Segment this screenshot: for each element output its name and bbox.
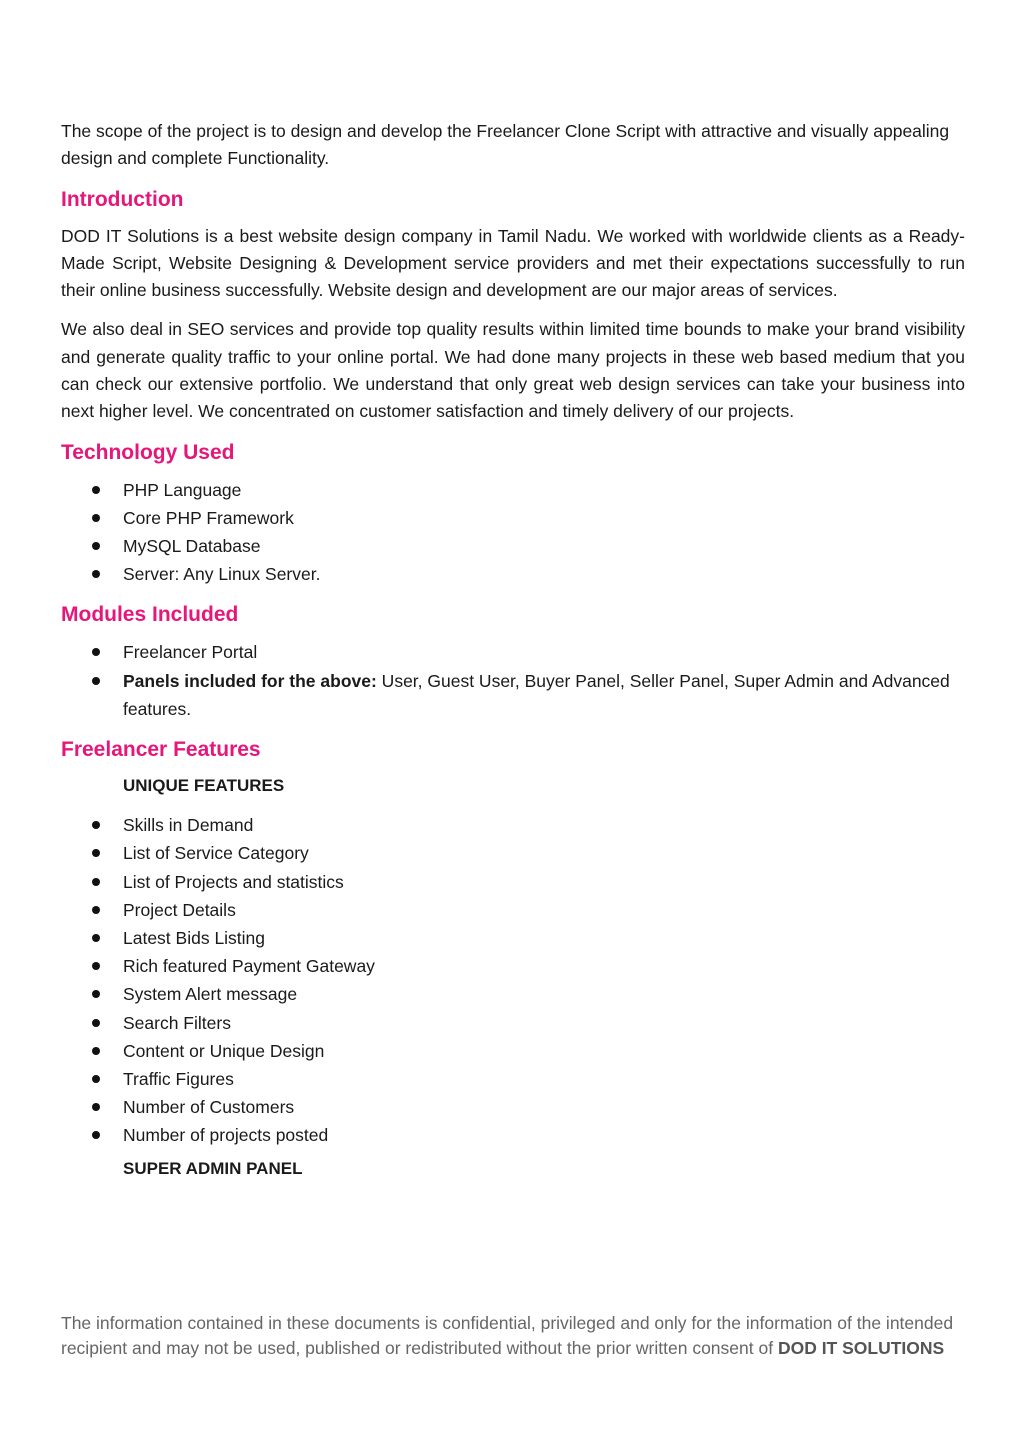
features-list: [61, 811, 965, 1149]
list-item: [61, 638, 965, 666]
bullet-icon: [92, 486, 100, 494]
modules-heading: Modules Included: [61, 603, 239, 627]
list-item-label: Content or Unique Design: [123, 1040, 325, 1061]
bullet-icon: [92, 1019, 100, 1027]
footer-text: The information contained in these documents is confidential, privileged and only for the information of the intended recipient and may not be used, published or redistributed without the prior written consent of: [61, 1313, 954, 1358]
list-item: [61, 980, 965, 1008]
list-item: [61, 896, 965, 924]
list-item-label: List of Projects and statistics: [123, 871, 344, 892]
introduction-heading: Introduction: [61, 187, 184, 211]
list-item-label: MySQL Database: [123, 536, 261, 557]
list-item: [61, 868, 965, 896]
list-item: [61, 667, 965, 723]
footer-company: DOD IT SOLUTIONS: [777, 1337, 945, 1358]
bullet-icon: [92, 1047, 100, 1055]
list-item-label: Freelancer Portal: [123, 642, 258, 663]
panels-text: User, Guest User, Buyer Panel, Seller Panel, Super Admin and Advanced features.: [123, 670, 950, 719]
introduction-paragraph-1: DOD IT Solutions is a best website design company in Tamil Nadu. We worked with worldwide clients as a Ready-Made Script, Website Designing & Development service providers and met their expectations successfully to run their online business successfully. Website design and development are our major areas of services.: [61, 225, 965, 301]
bullet-icon: [92, 648, 100, 656]
bullet-icon: [92, 962, 100, 970]
list-item: [61, 839, 965, 867]
list-item-label: Traffic Figures: [123, 1068, 234, 1089]
document-page: [61, 118, 965, 1194]
list-item-label: Skills in Demand: [123, 815, 254, 836]
list-item-label: Number of projects posted: [123, 1125, 329, 1146]
confidentiality-footer: [61, 1311, 965, 1360]
bullet-icon: [92, 1075, 100, 1083]
list-item: [61, 532, 965, 560]
list-item-label: Search Filters: [123, 1012, 231, 1033]
list-item: [61, 1093, 965, 1121]
features-heading: Freelancer Features: [61, 738, 261, 762]
bullet-icon: [92, 570, 100, 578]
list-item: [61, 952, 965, 980]
list-item-label: Latest Bids Listing: [123, 927, 266, 948]
list-item: [61, 1009, 965, 1037]
super-admin-heading: SUPER ADMIN PANEL: [123, 1158, 303, 1178]
list-item-label: System Alert message: [123, 984, 298, 1005]
list-item: [61, 1037, 965, 1065]
bullet-icon: [92, 934, 100, 942]
list-item: [61, 1121, 965, 1149]
bullet-icon: [92, 990, 100, 998]
list-item: [61, 1065, 965, 1093]
list-item: [61, 811, 965, 839]
introduction-paragraph-2: We also deal in SEO services and provide top quality results within limited time bounds to make your brand visibility and generate quality traffic to your online portal. We had done many projects in these web based medium that you can check our extensive portfolio. We understand that only great web design services can take your business into next higher level. We concentrated on customer satisfaction and timely delivery of our projects.: [61, 319, 965, 422]
list-item-label: Server: Any Linux Server.: [123, 564, 321, 585]
bullet-icon: [92, 1131, 100, 1139]
bullet-icon: [92, 514, 100, 522]
scope-paragraph: The scope of the project is to design and develop the Freelancer Clone Script with attractive and visually appealing design and complete Functionality.: [61, 121, 950, 169]
list-item-label: Project Details: [123, 899, 236, 920]
list-item-label: Rich featured Payment Gateway: [123, 956, 375, 977]
list-item: [61, 924, 965, 952]
list-item: [61, 476, 965, 504]
technology-list: [61, 476, 965, 589]
bullet-icon: [92, 1103, 100, 1111]
list-item-label: List of Service Category: [123, 843, 309, 864]
modules-list: [61, 638, 965, 723]
list-item: [61, 504, 965, 532]
bullet-icon: [92, 677, 100, 685]
list-item-label: PHP Language: [123, 479, 242, 500]
list-item-label: Number of Customers: [123, 1097, 295, 1118]
bullet-icon: [92, 878, 100, 886]
unique-features-heading: UNIQUE FEATURES: [123, 776, 285, 796]
technology-heading: Technology Used: [61, 440, 235, 464]
list-item-label: Core PHP Framework: [123, 507, 294, 528]
list-item: [61, 560, 965, 588]
bullet-icon: [92, 821, 100, 829]
panels-label: Panels included for the above:: [123, 670, 377, 691]
bullet-icon: [92, 906, 100, 914]
bullet-icon: [92, 542, 100, 550]
bullet-icon: [92, 849, 100, 857]
